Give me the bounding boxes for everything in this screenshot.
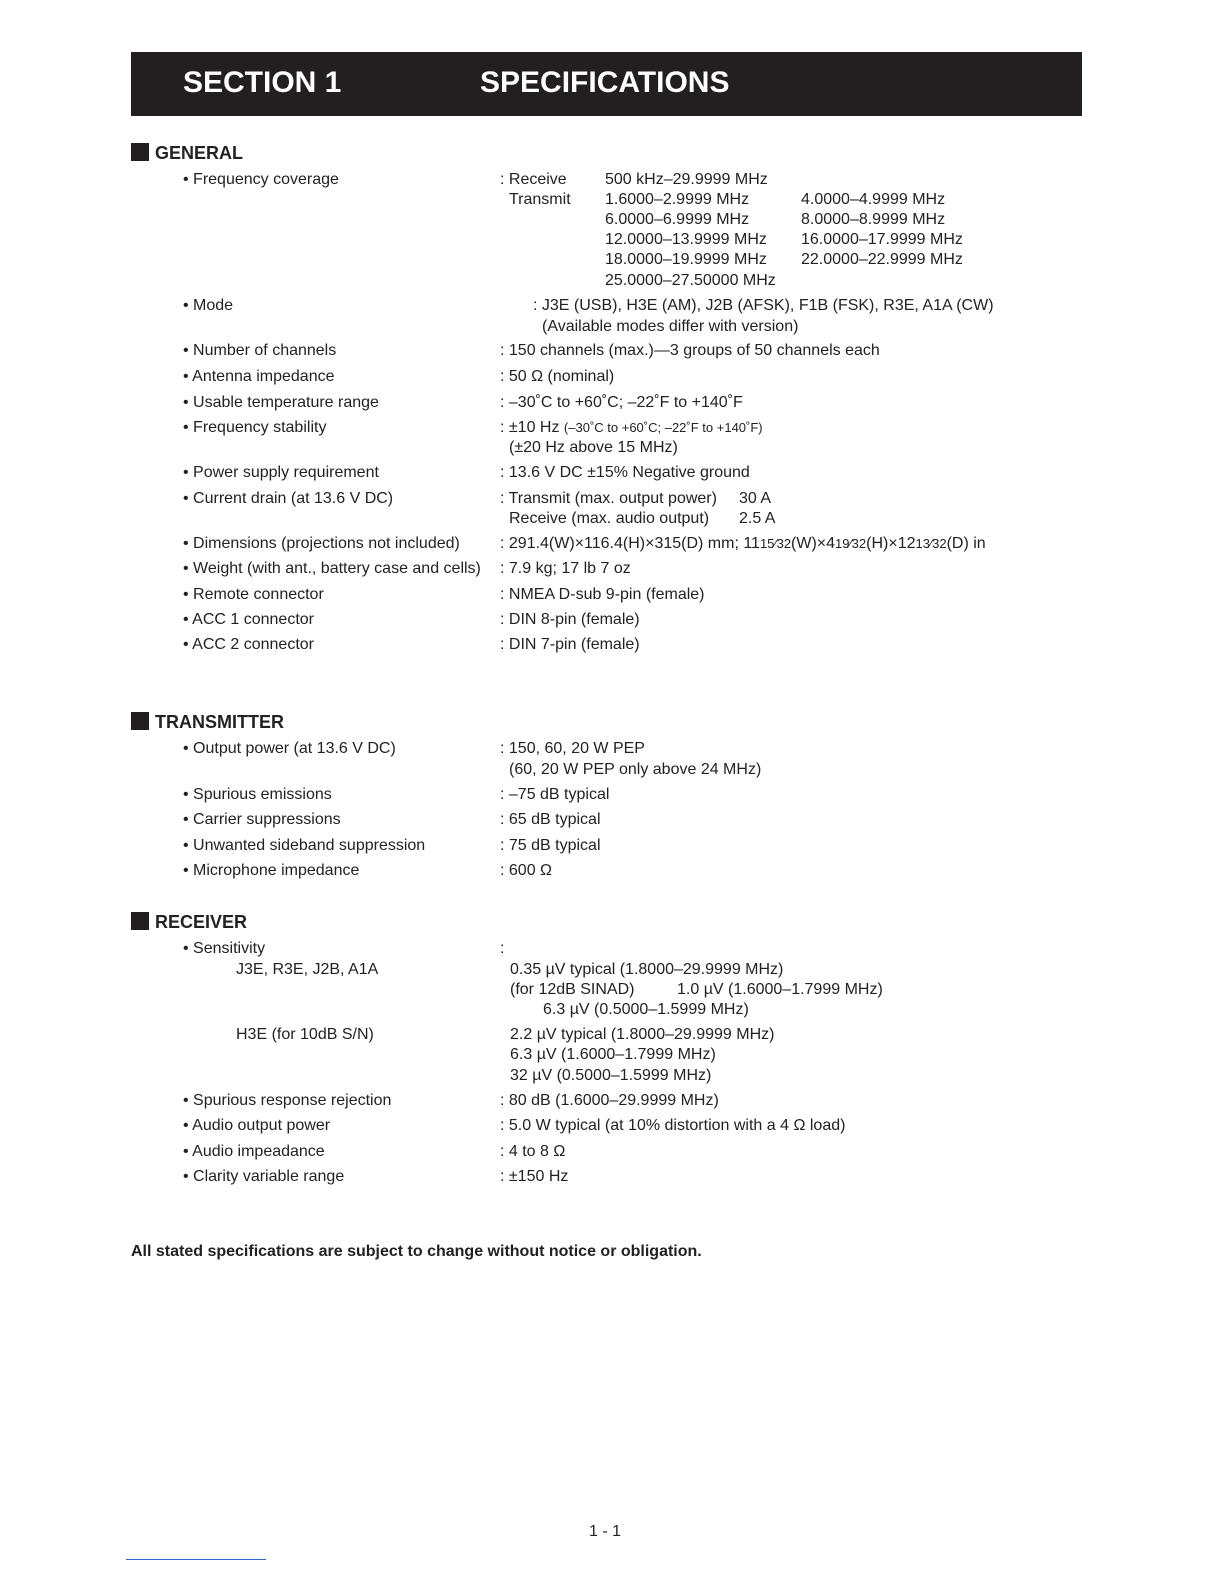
dim-fraction: 13⁄32 — [915, 536, 947, 551]
freq-rx-label: : Receive — [500, 171, 567, 188]
section-title: SPECIFICATIONS — [480, 66, 730, 99]
drain-label: • Current drain (at 13.6 V DC) — [183, 490, 394, 507]
spurious-value: : –75 dB typical — [500, 786, 610, 803]
sideband-value: : 75 dB typical — [500, 837, 601, 854]
drain-rx-label: Receive (max. audio output) — [509, 510, 710, 527]
carrier-label: • Carrier suppressions — [183, 811, 341, 828]
spur-response-value: : 80 dB (1.6000–29.9999 MHz) — [500, 1092, 719, 1109]
temp-value: : –30˚C to +60˚C; –22˚F to +140˚F — [500, 394, 743, 411]
drain-tx-value: 30 A — [739, 490, 772, 507]
dim-part: (D) in — [946, 535, 986, 552]
sideband-label: • Unwanted sideband suppression — [183, 837, 426, 854]
sensitivity-label: • Sensitivity — [183, 940, 266, 957]
stability-value — [500, 418, 763, 438]
acc1-value: : DIN 8-pin (female) — [500, 611, 640, 628]
drain-rx-value: 2.5 A — [739, 510, 776, 527]
square-bullet-icon — [131, 912, 149, 930]
output-label: • Output power (at 13.6 V DC) — [183, 740, 396, 757]
freq-tx-range: 6.0000–6.9999 MHz — [605, 211, 750, 228]
carrier-value: : 65 dB typical — [500, 811, 601, 828]
dim-part: (W)×4 — [791, 535, 836, 552]
dim-part: : 291.4(W)×116.4(H)×315(D) mm; 11 — [500, 535, 760, 552]
weight-label: • Weight (with ant., battery case and cells) — [183, 560, 481, 577]
j3e-line: 0.35 µV typical (1.8000–29.9999 MHz) — [510, 961, 784, 978]
freq-tx-range: 12.0000–13.9999 MHz — [605, 231, 767, 248]
section-number: SECTION 1 — [183, 66, 342, 99]
output-value: : 150, 60, 20 W PEP — [500, 740, 645, 757]
square-bullet-icon — [131, 143, 149, 161]
stability-main: : ±10 Hz — [500, 419, 560, 436]
dim-fraction: 15⁄32 — [759, 536, 792, 551]
freq-tx-label: Transmit — [509, 191, 571, 208]
antenna-label: • Antenna impedance — [183, 368, 335, 385]
footer-link-line — [126, 1559, 266, 1560]
sensitivity-colon: : — [500, 940, 505, 957]
freq-tx-range: 1.6000–2.9999 MHz — [605, 191, 750, 208]
freq-label: • Frequency coverage — [183, 171, 339, 188]
freq-tx-range: 4.0000–4.9999 MHz — [801, 191, 946, 208]
j3e-label: J3E, R3E, J2B, A1A — [236, 961, 379, 978]
h3e-line: 2.2 µV typical (1.8000–29.9999 MHz) — [510, 1026, 775, 1043]
audio-power-label: • Audio output power — [183, 1117, 331, 1134]
audio-impedance-value: : 4 to 8 Ω — [500, 1143, 566, 1160]
page-number: 1 - 1 — [589, 1523, 622, 1540]
spur-response-label: • Spurious response rejection — [183, 1092, 392, 1109]
mode-note: (Available modes differ with version) — [542, 318, 799, 335]
clarity-label: • Clarity variable range — [183, 1168, 345, 1185]
j3e-line: 6.3 µV (0.5000–1.5999 MHz) — [543, 1001, 749, 1018]
freq-tx-range: 18.0000–19.9999 MHz — [605, 251, 767, 268]
clarity-value: : ±150 Hz — [500, 1168, 569, 1185]
mode-value: : J3E (USB), H3E (AM), J2B (AFSK), F1B (FSK), R3E, A1A (CW) — [533, 297, 994, 314]
acc1-label: • ACC 1 connector — [183, 611, 314, 628]
mode-label: • Mode — [183, 297, 234, 314]
stability-range: (–30˚C to +60˚C; –22˚F to +140˚F) — [563, 420, 763, 435]
section-header-bar — [131, 52, 1082, 116]
general-heading — [131, 142, 243, 164]
antenna-value: : 50 Ω (nominal) — [500, 368, 615, 385]
channels-label: • Number of channels — [183, 342, 337, 359]
transmitter-heading-text: TRANSMITTER — [155, 712, 284, 732]
freq-tx-range: 8.0000–8.9999 MHz — [801, 211, 946, 228]
receiver-heading — [131, 911, 247, 933]
freq-rx-value: 500 kHz–29.9999 MHz — [605, 171, 768, 188]
drain-tx-label: : Transmit (max. output power) — [500, 490, 717, 507]
stability-note: (±20 Hz above 15 MHz) — [509, 439, 678, 456]
weight-value: : 7.9 kg; 17 lb 7 oz — [500, 560, 631, 577]
j3e-line: 1.0 µV (1.6000–1.7999 MHz) — [677, 981, 883, 998]
dimensions-value — [500, 534, 986, 554]
acc2-value: : DIN 7-pin (female) — [500, 636, 640, 653]
freq-tx-range: 25.0000–27.50000 MHz — [605, 272, 776, 289]
h3e-line: 32 µV (0.5000–1.5999 MHz) — [510, 1067, 712, 1084]
freq-tx-range: 22.0000–22.9999 MHz — [801, 251, 963, 268]
j3e-sinad: (for 12dB SINAD) — [510, 981, 635, 998]
square-bullet-icon — [131, 712, 149, 730]
temp-label: • Usable temperature range — [183, 394, 379, 411]
receiver-heading-text: RECEIVER — [155, 912, 248, 932]
h3e-label: H3E (for 10dB S/N) — [236, 1026, 374, 1043]
power-label: • Power supply requirement — [183, 464, 379, 481]
mic-value: : 600 Ω — [500, 862, 552, 879]
freq-tx-range: 16.0000–17.9999 MHz — [801, 231, 963, 248]
transmitter-heading — [131, 711, 284, 733]
audio-power-value: : 5.0 W typical (at 10% distortion with a 4 Ω load) — [500, 1117, 846, 1134]
mic-label: • Microphone impedance — [183, 862, 360, 879]
remote-label: • Remote connector — [183, 586, 324, 603]
remote-value: : NMEA D-sub 9-pin (female) — [500, 586, 705, 603]
stability-label: • Frequency stability — [183, 419, 327, 436]
output-note: (60, 20 W PEP only above 24 MHz) — [509, 761, 762, 778]
general-heading-text: GENERAL — [155, 143, 244, 163]
acc2-label: • ACC 2 connector — [183, 636, 314, 653]
power-value: : 13.6 V DC ±15% Negative ground — [500, 464, 750, 481]
specs-disclaimer: All stated specifications are subject to change without notice or obligation. — [131, 1243, 702, 1260]
dimensions-label: • Dimensions (projections not included) — [183, 535, 460, 552]
channels-value: : 150 channels (max.)—3 groups of 50 channels each — [500, 342, 880, 359]
h3e-line: 6.3 µV (1.6000–1.7999 MHz) — [510, 1046, 716, 1063]
spurious-label: • Spurious emissions — [183, 786, 332, 803]
audio-impedance-label: • Audio impeadance — [183, 1143, 325, 1160]
dim-fraction: 19⁄32 — [835, 536, 867, 551]
dim-part: (H)×12 — [866, 535, 916, 552]
